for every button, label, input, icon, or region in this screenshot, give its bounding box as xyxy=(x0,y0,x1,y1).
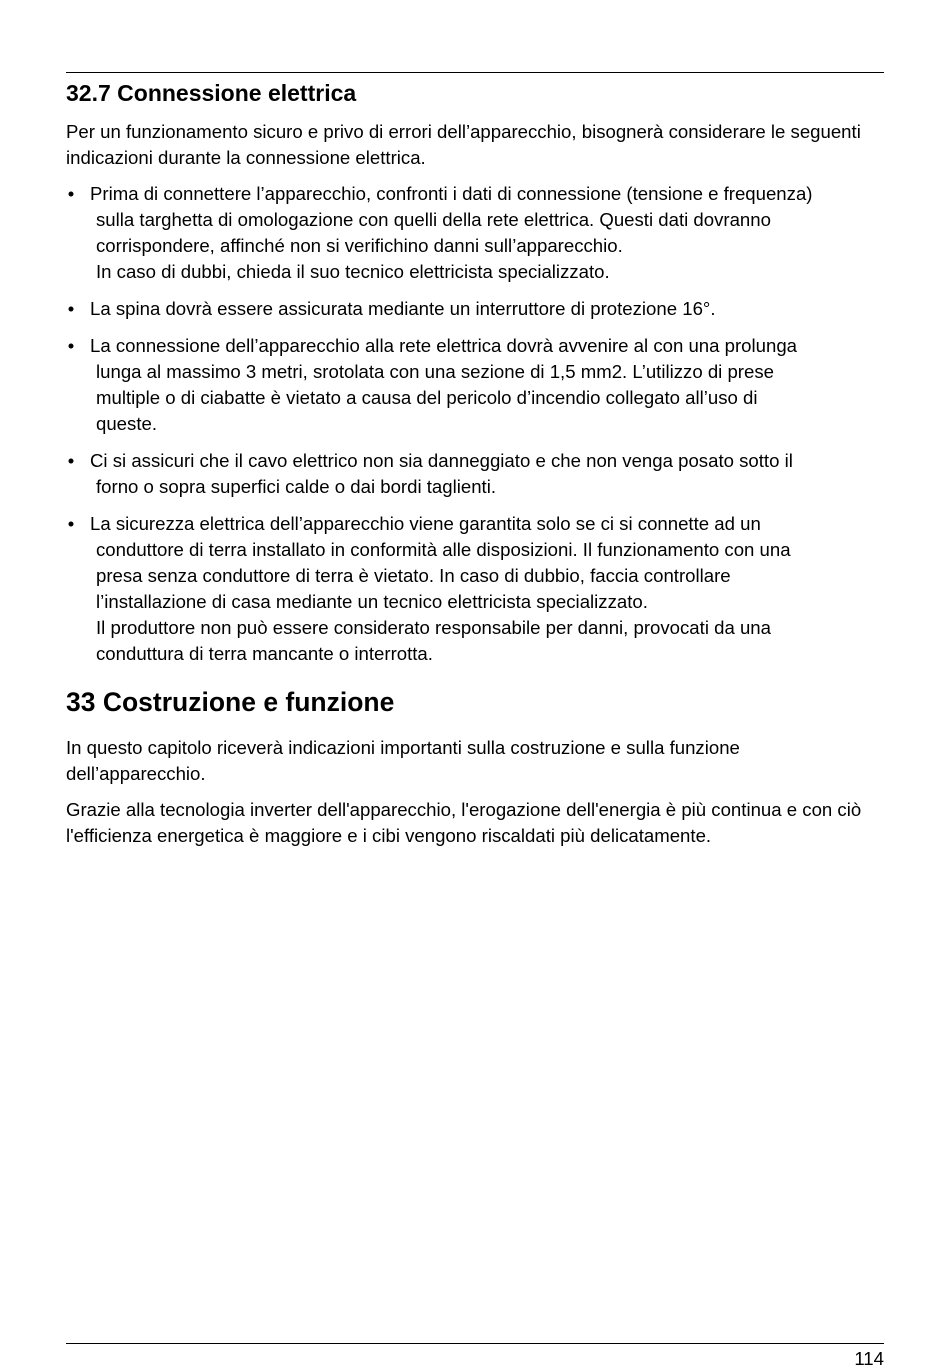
bullet-line: La sicurezza elettrica dell’apparecchio viene garantita solo se ci si connette ad un xyxy=(90,513,761,534)
bullet-line: presa senza conduttore di terra è vietato. In caso di dubbio, faccia controllare xyxy=(96,565,731,586)
bullet-dot-icon: • xyxy=(67,450,75,471)
bullet-dot-icon: • xyxy=(67,298,75,319)
bullet-item xyxy=(66,333,884,437)
section-intro: Per un funzionamento sicuro e privo di errori dell’apparecchio, bisognerà considerare le seguenti indicazioni durante la connessione elettrica. xyxy=(66,121,861,168)
bullet-dot-icon: • xyxy=(67,513,75,534)
page-content xyxy=(66,78,884,859)
bullet-line: La spina dovrà essere assicurata mediante un interruttore di protezione 16°. xyxy=(90,298,716,319)
chapter-heading-33: 33 Costruzione e funzione xyxy=(66,687,395,717)
bullet-line: lunga al massimo 3 metri, srotolata con una sezione di 1,5 mm2. L’utilizzo di prese xyxy=(96,361,774,382)
bullet-line: Prima di connettere l’apparecchio, confronti i dati di connessione (tensione e frequenza) xyxy=(90,183,813,204)
bullet-item xyxy=(66,448,884,500)
bullet-line: sulla targhetta di omologazione con quelli della rete elettrica. Questi dati dovranno xyxy=(96,209,771,230)
chapter-paragraph-2: Grazie alla tecnologia inverter dell'apparecchio, l'erogazione dell'energia è più continua e con ciò l'efficienza energetica è maggiore e i cibi vengono riscaldati più delicatamente. xyxy=(66,799,862,846)
section-heading-32-7: 32.7 Connessione elettrica xyxy=(66,80,357,106)
bullet-item xyxy=(66,511,884,667)
bullet-line: La connessione dell’apparecchio alla rete elettrica dovrà avvenire al con una prolunga xyxy=(90,335,798,356)
bullet-line: Ci si assicuri che il cavo elettrico non sia danneggiato e che non venga posato sotto il xyxy=(90,450,793,471)
bullet-line: conduttura di terra mancante o interrotta. xyxy=(96,643,433,664)
bullet-line: Il produttore non può essere considerato responsabile per danni, provocati da una xyxy=(96,617,771,638)
bullet-dot-icon: • xyxy=(67,183,75,204)
bullet-line: l’installazione di casa mediante un tecnico elettricista specializzato. xyxy=(96,591,648,612)
bullet-item xyxy=(66,181,884,285)
bullet-line: corrispondere, affinché non si verifichino danni sull’apparecchio. xyxy=(96,235,623,256)
bullet-line: queste. xyxy=(96,413,157,434)
bullet-line: forno o sopra superfici calde o dai bordi taglienti. xyxy=(96,476,497,497)
page-number: 114 xyxy=(854,1348,884,1369)
chapter-paragraph-1: In questo capitolo riceverà indicazioni importanti sulla costruzione e sulla funzione dell’apparecchio. xyxy=(66,737,740,784)
bullet-list xyxy=(66,181,884,667)
bullet-item xyxy=(66,296,884,322)
bullet-line: multiple o di ciabatte è vietato a causa del pericolo d’incendio collegato all’uso di xyxy=(96,387,758,408)
bullet-line: In caso di dubbi, chieda il suo tecnico elettricista specializzato. xyxy=(96,261,610,282)
bullet-dot-icon: • xyxy=(67,335,75,356)
bullet-line: conduttore di terra installato in conformità alle disposizioni. Il funzionamento con una xyxy=(96,539,791,560)
header-rule xyxy=(66,72,884,73)
footer-rule xyxy=(66,1343,884,1344)
